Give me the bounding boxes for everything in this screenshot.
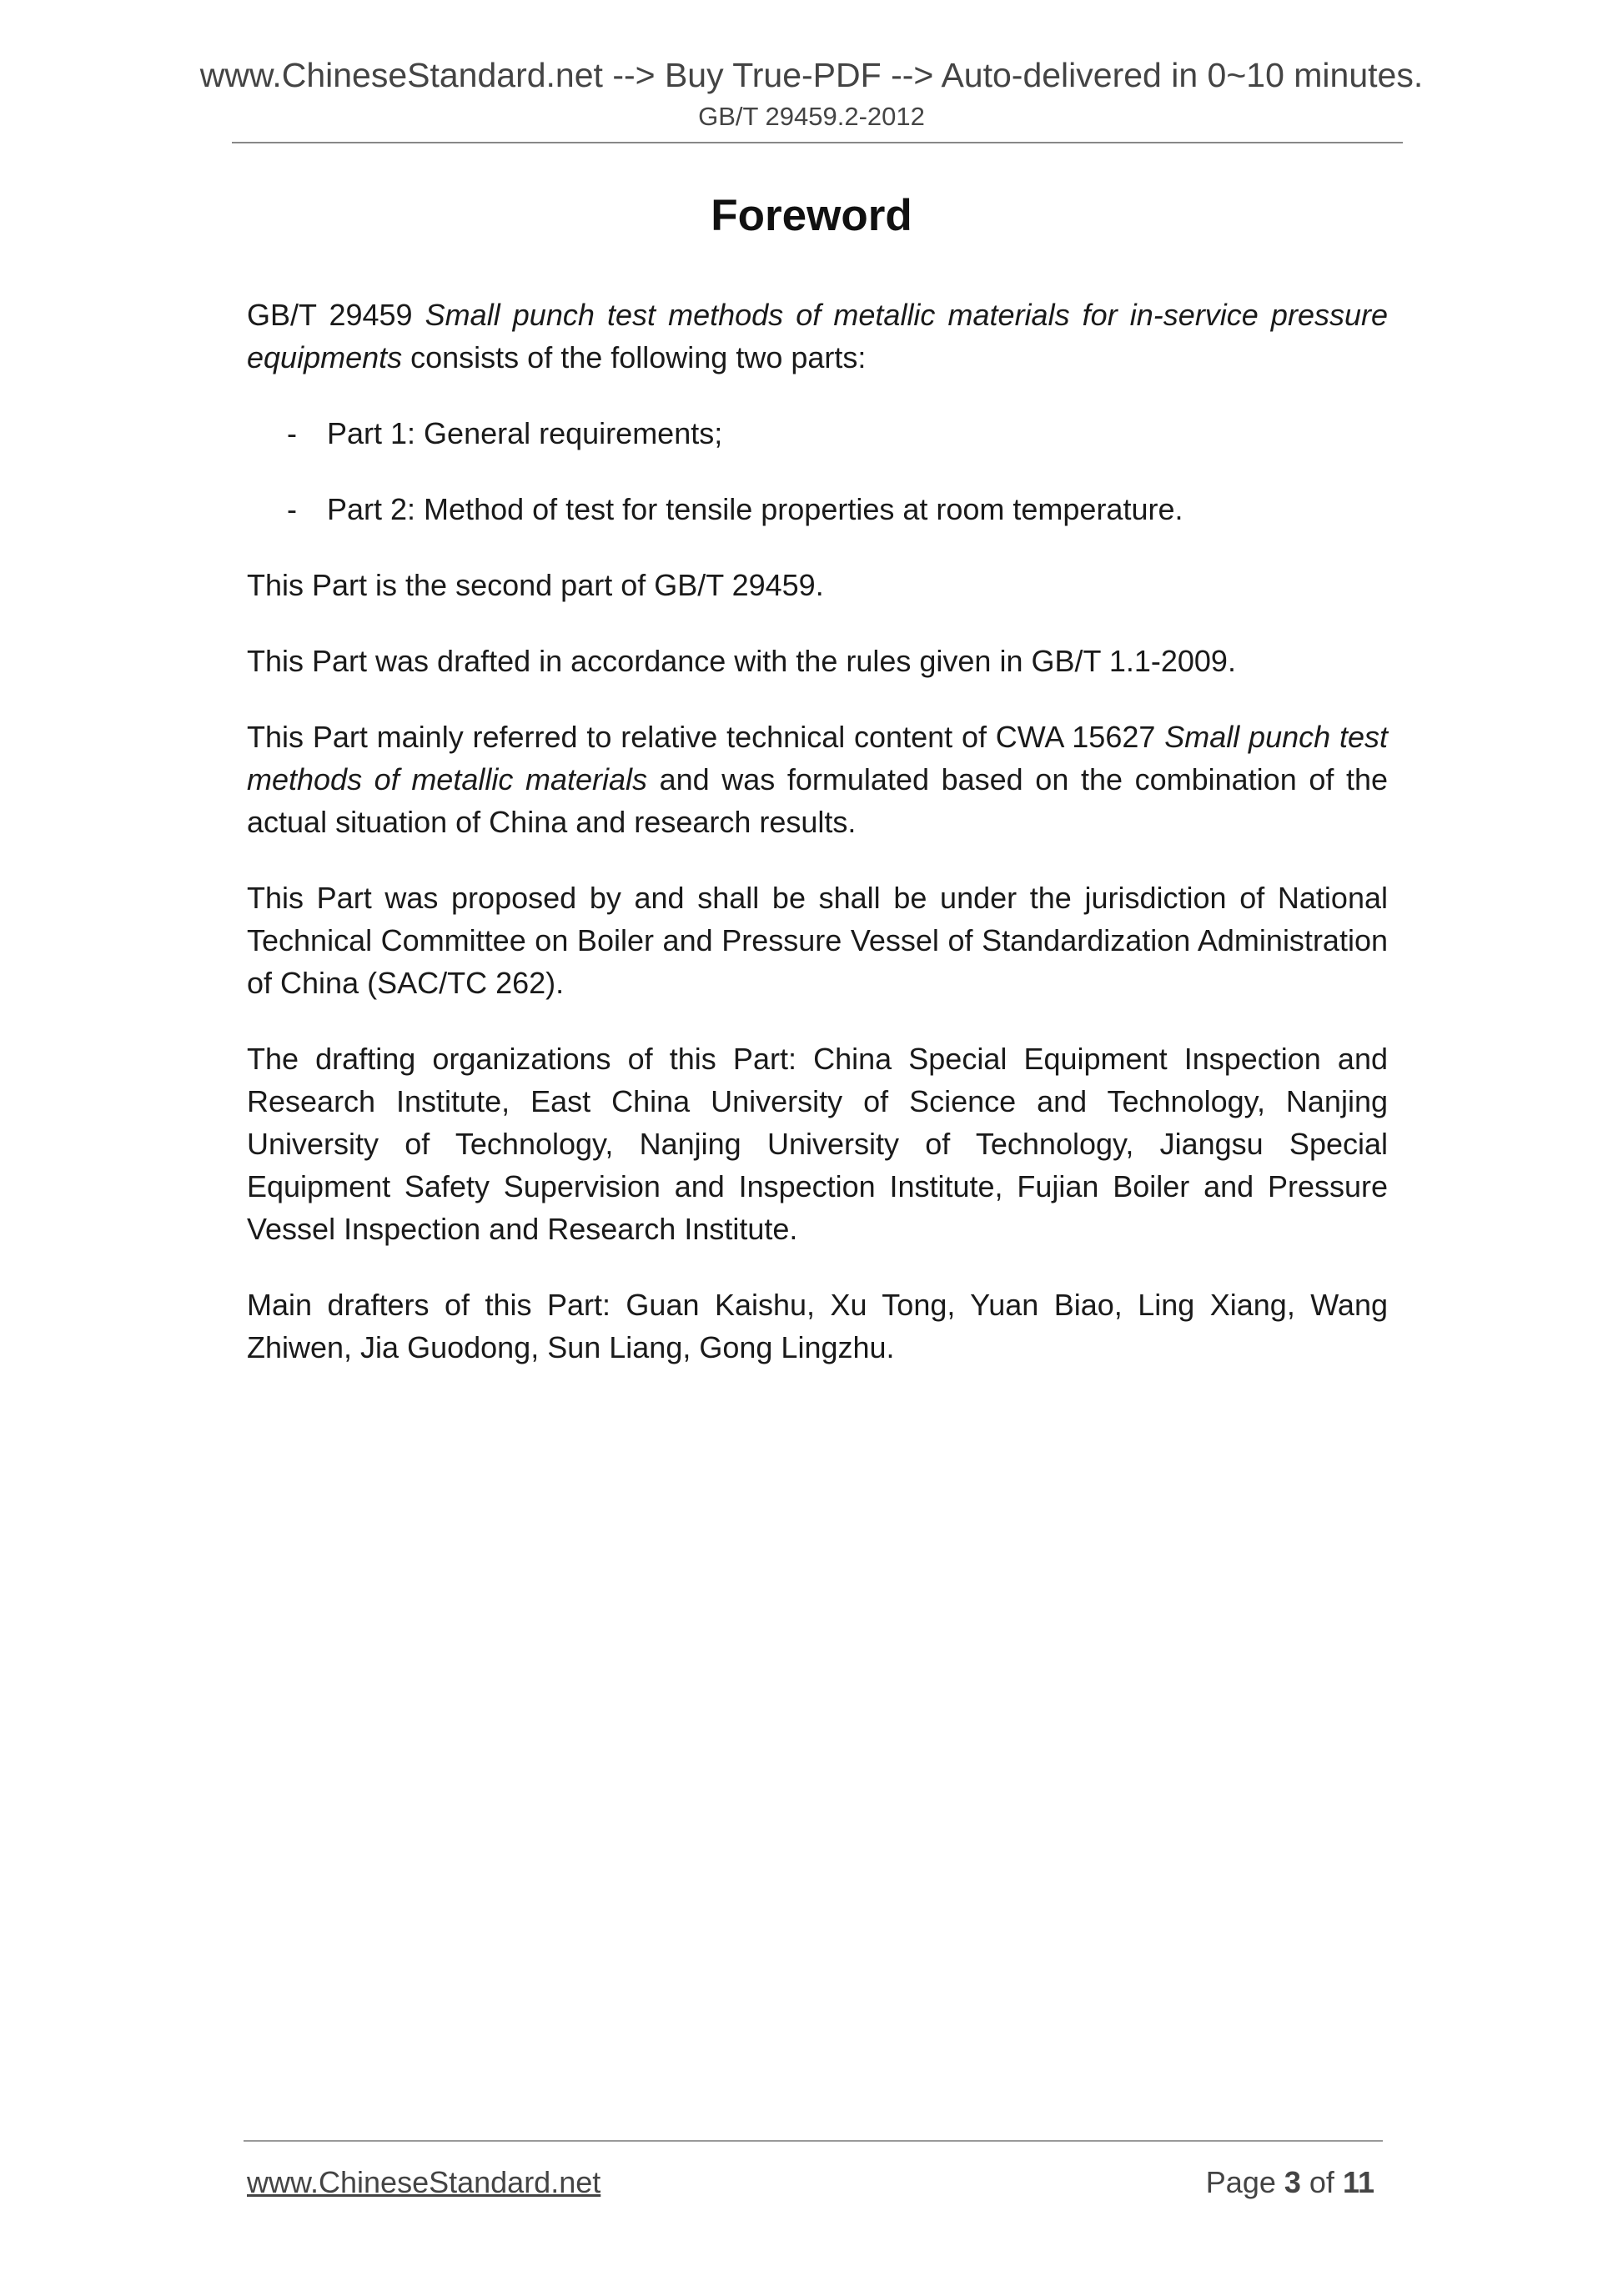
bullet-dash: - (287, 492, 297, 526)
total-pages: 11 (1342, 2165, 1374, 2199)
standard-title: Small punch test methods of metallic materials for in-service pressure equipments (247, 298, 1388, 374)
text: and was formulated based on the combination of the actual situation of China and research results. (247, 762, 1389, 839)
text: GB/T 29459 (247, 298, 425, 332)
page-title: Foreword (711, 191, 912, 240)
text: This Part mainly referred to relative technical content of CWA 15627 (247, 720, 1165, 754)
paragraph (247, 716, 1388, 843)
page-label: Page (1205, 2165, 1284, 2199)
foreword-body (247, 294, 1388, 1402)
paragraph: This Part was proposed by and shall be shall be under the jurisdiction of National Technical Committee on Boiler and Pressure Vessel of Standardization Administration of China (SAC/TC 262). (247, 881, 1388, 1000)
header-divider (232, 142, 1403, 143)
list-item (247, 488, 1388, 530)
document-id: GB/T 29459.2-2012 (698, 102, 925, 131)
current-page: 3 (1284, 2165, 1301, 2199)
footer-divider (244, 2140, 1383, 2142)
footer-link[interactable]: www.ChineseStandard.net (247, 2165, 601, 2199)
paragraph: Main drafters of this Part: Guan Kaishu, Xu Tong, Yuan Biao, Ling Xiang, Wang Zhiwen, Jia Guodong, Sun Liang, Gong Lingzhu. (247, 1288, 1388, 1364)
list-item-text: Part 2: Method of test for tensile properties at room temperature. (327, 492, 1183, 526)
bullet-dash: - (287, 416, 297, 450)
paragraph-parts (247, 294, 1388, 379)
text: consists of the following two parts: (402, 340, 867, 374)
paragraph: This Part is the second part of GB/T 29459. (247, 568, 824, 602)
reference-title: Small punch test methods of metallic materials (247, 720, 1388, 796)
paragraph: This Part was drafted in accordance with the rules given in GB/T 1.1-2009. (247, 644, 1236, 678)
page-number (1206, 2165, 1374, 2200)
header-banner: www.ChineseStandard.net --> Buy True-PDF --> Auto-delivered in 0~10 minutes. (199, 56, 1424, 94)
paragraph: The drafting organizations of this Part: China Special Equipment Inspection and Research Institute, East China University of Science and Technology, Nanjing University of Technology, Nanjing University of Technology, Jiangsu Special Equipment Safety Supervision and Inspection Institute, Fujian Boiler and Pressure Vessel Inspection and Research Institute. (247, 1042, 1388, 1246)
list-item (247, 412, 1388, 455)
list-item-text: Part 1: General requirements; (327, 416, 723, 450)
page-of: of (1300, 2165, 1343, 2199)
